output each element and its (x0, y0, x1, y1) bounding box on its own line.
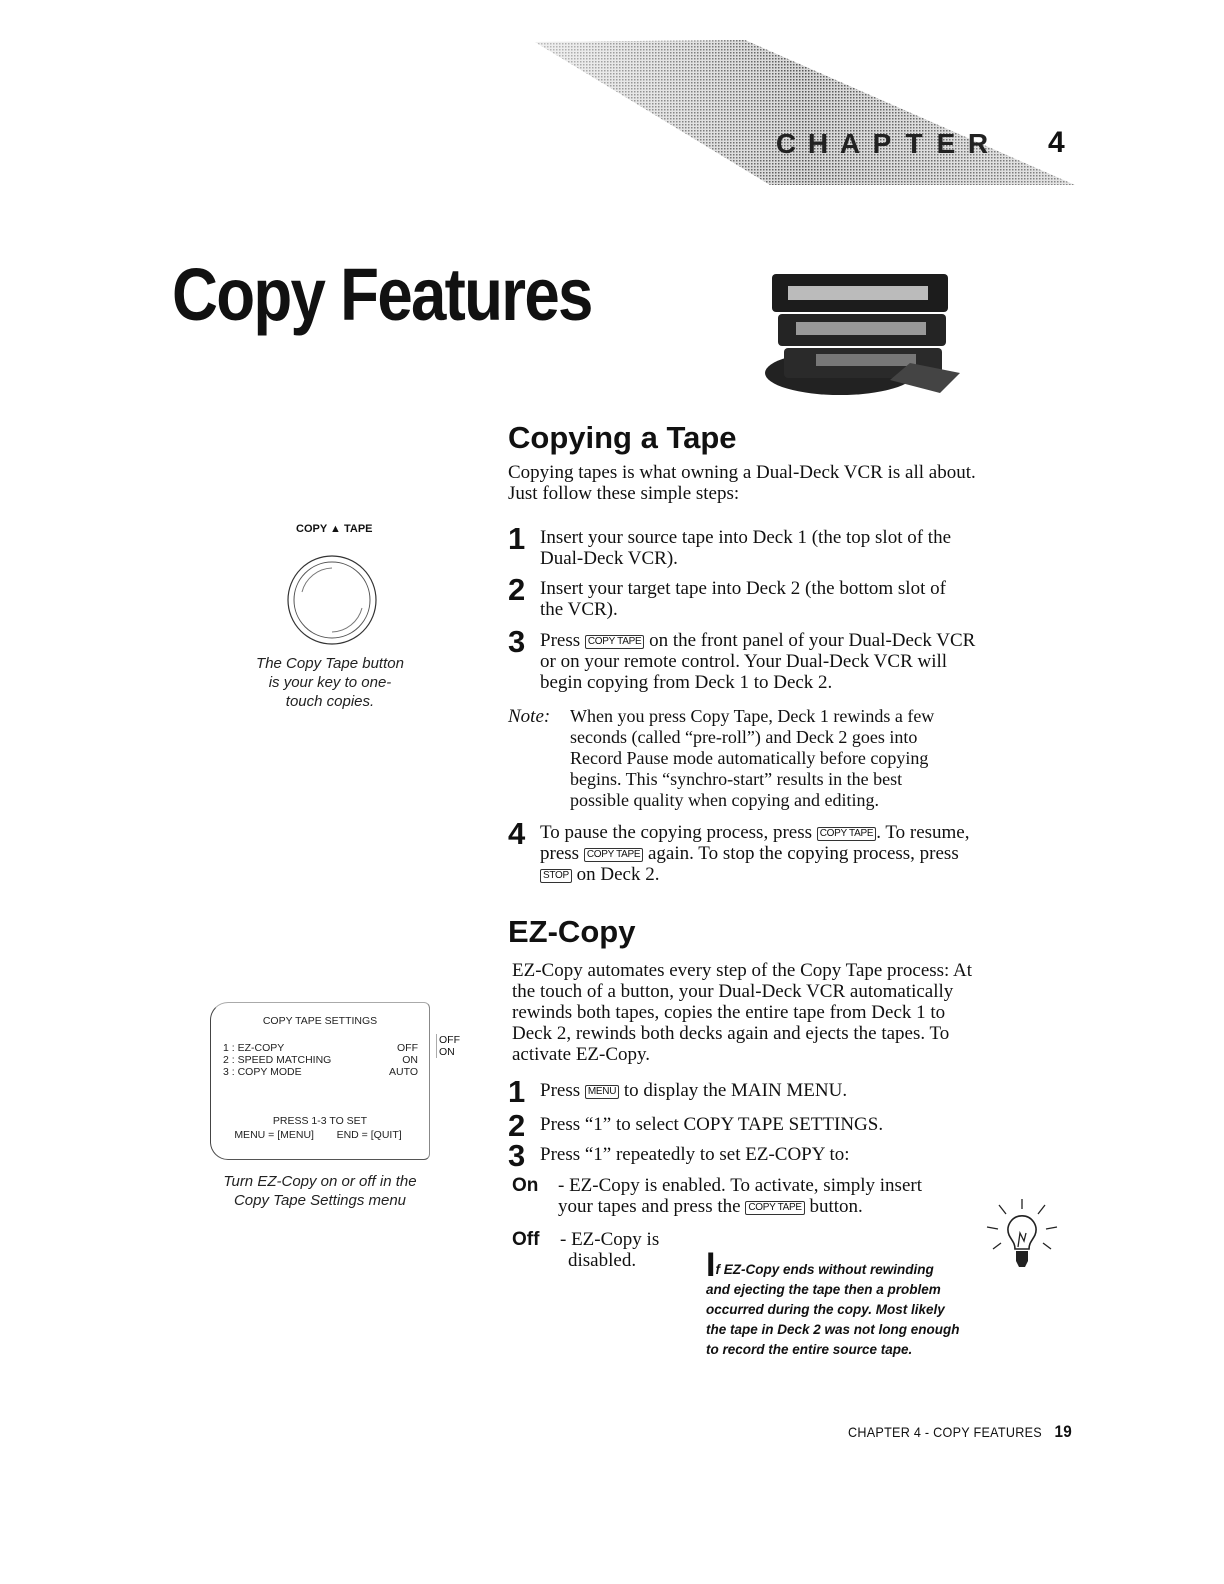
page-title: Copy Features (172, 253, 592, 336)
menu-footer-line: MENU = [MENU] END = [QUIT] (234, 1129, 402, 1141)
note-label: Note: (508, 706, 551, 727)
menu-caption: Turn EZ-Copy on or off in the Copy Tape Settings menu (223, 1173, 417, 1209)
copy-tape-key: COPY TAPE (745, 1201, 804, 1215)
ezcopy-step-2: 2 Press “1” to select COPY TAPE SETTINGS. (508, 1108, 884, 1143)
copy-tape-settings-screen (210, 1002, 430, 1160)
menu-row: 2 : SPEED MATCHING ON (223, 1054, 418, 1066)
copy-step-1: 1 Insert your source tape into Deck 1 (the top slot of the Dual-Deck VCR). (508, 521, 952, 569)
page-number: 19 (1054, 1422, 1073, 1441)
copy-tape-button-caption: The Copy Tape button is your key to one- touch copies. (256, 655, 404, 710)
ezcopy-step-3: 3 Press “1” repeatedly to set EZ-COPY to: (508, 1138, 850, 1173)
option-off-text: - EZ-Copy is disabled. (560, 1229, 660, 1271)
chapter-banner-graphic (535, 40, 1075, 185)
copy-step-3: 3 Press COPY TAPE on the front panel of your Dual-Deck VCR or on your remote control. Your Dual-Deck VCR will begin copying from Deck 1 to Deck 2. (508, 624, 976, 693)
note-text: When you press Copy Tape, Deck 1 rewinds a few seconds (called “pre-roll”) and Deck 2 goes into Record Pause mode automatically before copying begins. This “synchro-start” results in the best possible quality when copying and editing. (570, 706, 935, 810)
copy-tape-key: COPY TAPE (584, 848, 643, 862)
option-on-label: On (512, 1175, 539, 1196)
stop-key: STOP (540, 869, 572, 883)
chapter-number: 4 (1048, 126, 1065, 159)
menu-row: 3 : COPY MODE AUTO (223, 1066, 418, 1078)
menu-title: COPY TAPE SETTINGS (262, 1015, 378, 1027)
ezcopy-step-1: 1 Press MENU to display the MAIN MENU. (508, 1074, 848, 1109)
copy-tape-button-label: COPY ▲ TAPE (296, 523, 373, 535)
ezcopy-intro: EZ-Copy automates every step of the Copy Tape process: At the touch of a button, your Dual-Deck VCR automatically rewinds both tapes, copies the entire tape from Deck 1 to Deck 2, rewinds both decks again and ejects the tapes. To activate EZ-Copy. (512, 960, 973, 1065)
footer-chapter-text: CHAPTER 4 - COPY FEATURES (848, 1424, 1042, 1440)
chapter-label: C H A P T E R (775, 128, 993, 159)
copy-step-2: 2 Insert your target tape into Deck 2 (the bottom slot of the VCR). (508, 572, 946, 620)
copy-step-4: 4 To pause the copying process, press COPY TAPE . To resume, press COPY TAPE again. To stop the copying process, press STOP on Deck 2. (508, 816, 970, 885)
copy-tape-key: COPY TAPE (817, 827, 876, 841)
menu-key: MENU (585, 1085, 619, 1099)
page-footer (848, 1422, 1072, 1442)
copy-tape-key: COPY TAPE (585, 635, 644, 649)
copying-intro: Copying tapes is what owning a Dual-Deck VCR is all about. Just follow these simple steps: (508, 462, 976, 504)
section-heading-copying: Copying a Tape (508, 420, 737, 455)
copy-tape-button-icon (284, 552, 380, 648)
menu-side-options: OFF ON (436, 1034, 460, 1058)
tip-text: If EZ-Copy ends without rewinding and ejecting the tape then a problem occurred during the copy. Most likely the tape in Deck 2 was not long enough to record the entire source tape. (706, 1246, 960, 1357)
menu-press-line: PRESS 1-3 TO SET (272, 1115, 368, 1127)
menu-row: 1 : EZ-COPY OFF (223, 1042, 418, 1054)
section-heading-ezcopy: EZ-Copy (508, 914, 636, 949)
option-on-text: - EZ-Copy is enabled. To activate, simply insert your tapes and press the COPY TAPE button. (558, 1175, 922, 1217)
option-off-label: Off (512, 1229, 540, 1250)
tape-stack-illustration (760, 268, 960, 398)
